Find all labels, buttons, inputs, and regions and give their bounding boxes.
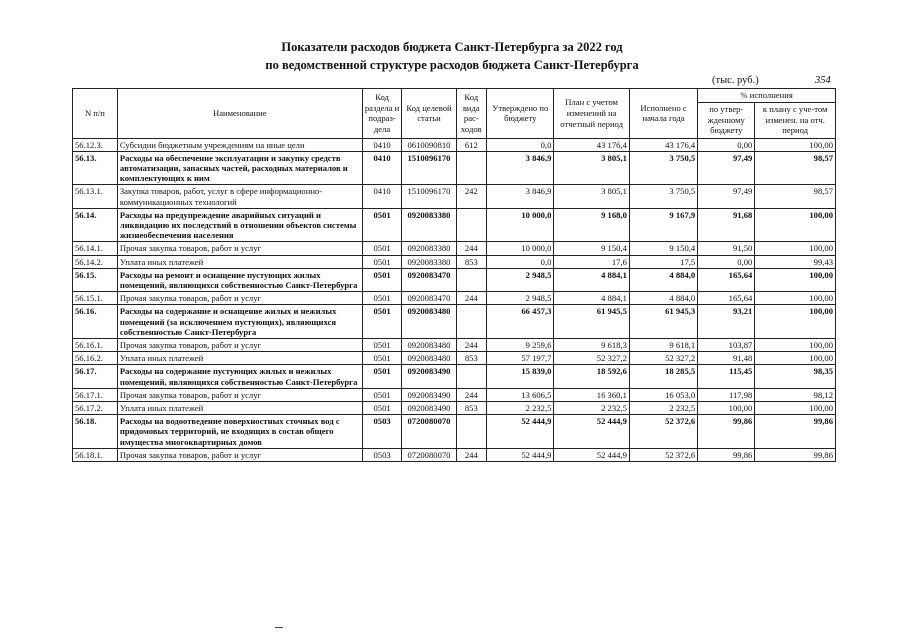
cell-name: Прочая закупка товаров, работ и услуг bbox=[117, 448, 362, 461]
cell-isp: 4 884,0 bbox=[629, 292, 697, 305]
cell-p1: 93,21 bbox=[698, 305, 755, 339]
header-name: Наименование bbox=[117, 89, 362, 139]
cell-razdel: 0501 bbox=[362, 365, 402, 388]
cell-utv: 10 000,0 bbox=[487, 242, 554, 255]
cell-p2: 100,00 bbox=[755, 268, 836, 291]
cell-vid: 244 bbox=[456, 388, 487, 401]
cell-razdel: 0501 bbox=[362, 208, 402, 242]
cell-p1: 117,98 bbox=[698, 388, 755, 401]
cell-plan: 3 805,1 bbox=[554, 151, 629, 185]
cell-p2: 100,00 bbox=[755, 352, 836, 365]
cell-plan: 9 618,3 bbox=[554, 339, 629, 352]
cell-vid: 244 bbox=[456, 339, 487, 352]
cell-razdel: 0501 bbox=[362, 388, 402, 401]
cell-name: Прочая закупка товаров, работ и услуг bbox=[117, 242, 362, 255]
cell-p2: 100,00 bbox=[755, 305, 836, 339]
cell-name: Прочая закупка товаров, работ и услуг bbox=[117, 388, 362, 401]
cell-isp: 4 884,0 bbox=[629, 268, 697, 291]
cell-num: 56.18. bbox=[73, 415, 118, 449]
cell-plan: 52 444,9 bbox=[554, 415, 629, 449]
cell-num: 56.17.2. bbox=[73, 402, 118, 415]
cell-isp: 52 327,2 bbox=[629, 352, 697, 365]
cell-isp: 9 150,4 bbox=[629, 242, 697, 255]
cell-num: 56.16.2. bbox=[73, 352, 118, 365]
cell-razdel: 0501 bbox=[362, 402, 402, 415]
cell-vid bbox=[456, 151, 487, 185]
cell-plan: 18 592,6 bbox=[554, 365, 629, 388]
cell-p1: 97,49 bbox=[698, 151, 755, 185]
cell-isp: 9 167,9 bbox=[629, 208, 697, 242]
table-row bbox=[73, 339, 836, 352]
cell-razdel: 0501 bbox=[362, 339, 402, 352]
cell-vid: 244 bbox=[456, 242, 487, 255]
cell-vid: 612 bbox=[456, 138, 487, 151]
cell-vid: 242 bbox=[456, 185, 487, 208]
cell-p2: 100,00 bbox=[755, 292, 836, 305]
cell-p2: 100,00 bbox=[755, 402, 836, 415]
cell-p1: 103,87 bbox=[698, 339, 755, 352]
cell-vid: 244 bbox=[456, 292, 487, 305]
cell-vid bbox=[456, 415, 487, 449]
cell-isp: 43 176,4 bbox=[629, 138, 697, 151]
cell-num: 56.13.1. bbox=[73, 185, 118, 208]
table-row bbox=[73, 352, 836, 365]
cell-statya: 1510096170 bbox=[402, 151, 456, 185]
cell-plan: 9 150,4 bbox=[554, 242, 629, 255]
cell-utv: 13 606,5 bbox=[487, 388, 554, 401]
cell-isp: 3 750,5 bbox=[629, 185, 697, 208]
cell-name: Закупка товаров, работ, услуг в сфере информационно-коммуникационных технологий bbox=[117, 185, 362, 208]
cell-plan: 61 945,5 bbox=[554, 305, 629, 339]
cell-plan: 52 444,9 bbox=[554, 448, 629, 461]
header-statya: Код целевой статьи bbox=[402, 89, 456, 139]
cell-statya: 0920083380 bbox=[402, 255, 456, 268]
cell-vid bbox=[456, 268, 487, 291]
cell-razdel: 0503 bbox=[362, 448, 402, 461]
cell-num: 56.16.1. bbox=[73, 339, 118, 352]
header-percent-group: % исполнения bbox=[698, 89, 836, 103]
table-row bbox=[73, 255, 836, 268]
cell-p2: 98,57 bbox=[755, 185, 836, 208]
cell-utv: 52 444,9 bbox=[487, 448, 554, 461]
cell-vid: 853 bbox=[456, 255, 487, 268]
cell-p2: 100,00 bbox=[755, 208, 836, 242]
header-num: N п/п bbox=[73, 89, 118, 139]
header-vid: Код вида рас-ходов bbox=[456, 89, 487, 139]
cell-plan: 4 884,1 bbox=[554, 292, 629, 305]
cell-razdel: 0501 bbox=[362, 268, 402, 291]
cell-num: 56.17.1. bbox=[73, 388, 118, 401]
cell-p2: 98,35 bbox=[755, 365, 836, 388]
cell-isp: 16 053,0 bbox=[629, 388, 697, 401]
cell-num: 56.13. bbox=[73, 151, 118, 185]
cell-utv: 9 259,6 bbox=[487, 339, 554, 352]
cell-num: 56.14.2. bbox=[73, 255, 118, 268]
cell-isp: 3 750,5 bbox=[629, 151, 697, 185]
cell-statya: 0920083470 bbox=[402, 292, 456, 305]
table-row bbox=[73, 151, 836, 185]
cell-p1: 99,86 bbox=[698, 448, 755, 461]
cell-p2: 98,57 bbox=[755, 151, 836, 185]
cell-utv: 3 846,9 bbox=[487, 151, 554, 185]
cell-razdel: 0501 bbox=[362, 292, 402, 305]
cell-p1: 91,48 bbox=[698, 352, 755, 365]
cell-name: Расходы на содержание пустующих жилых и нежилых помещений, являющихся собственностью Санкт-Петербурга bbox=[117, 365, 362, 388]
cell-razdel: 0501 bbox=[362, 305, 402, 339]
cell-statya: 0920083380 bbox=[402, 242, 456, 255]
cell-statya: 0720080070 bbox=[402, 415, 456, 449]
cell-isp: 61 945,3 bbox=[629, 305, 697, 339]
cell-name: Уплата иных платежей bbox=[117, 255, 362, 268]
table-row bbox=[73, 365, 836, 388]
table-row bbox=[73, 292, 836, 305]
header-percent-approved: по утвер-жденному бюджету bbox=[698, 102, 755, 138]
cell-razdel: 0501 bbox=[362, 255, 402, 268]
table-row bbox=[73, 402, 836, 415]
cell-utv: 57 197,7 bbox=[487, 352, 554, 365]
budget-table bbox=[72, 88, 836, 462]
cell-isp: 9 618,1 bbox=[629, 339, 697, 352]
cell-name: Расходы на содержание и оснащение жилых и нежилых помещений (за исключением пустующих), являющихся собственностью Санкт-Петербурга bbox=[117, 305, 362, 339]
cell-name: Расходы на ремонт и оснащение пустующих жилых помещений, являющихся собственностью Санкт-Петербурга bbox=[117, 268, 362, 291]
cell-p1: 97,49 bbox=[698, 185, 755, 208]
cell-plan: 52 327,2 bbox=[554, 352, 629, 365]
cell-utv: 0,0 bbox=[487, 255, 554, 268]
cell-utv: 0,0 bbox=[487, 138, 554, 151]
footer-mark bbox=[275, 627, 283, 628]
cell-p2: 100,00 bbox=[755, 339, 836, 352]
cell-vid: 853 bbox=[456, 352, 487, 365]
table-row bbox=[73, 268, 836, 291]
cell-p1: 99,86 bbox=[698, 415, 755, 449]
cell-p1: 165,64 bbox=[698, 292, 755, 305]
cell-p1: 91,50 bbox=[698, 242, 755, 255]
cell-name: Субсидии бюджетным учреждениям на иные цели bbox=[117, 138, 362, 151]
cell-statya: 0920083490 bbox=[402, 365, 456, 388]
cell-p2: 100,00 bbox=[755, 242, 836, 255]
cell-name: Прочая закупка товаров, работ и услуг bbox=[117, 292, 362, 305]
cell-utv: 2 232,5 bbox=[487, 402, 554, 415]
cell-utv: 3 846,9 bbox=[487, 185, 554, 208]
cell-p1: 0,00 bbox=[698, 255, 755, 268]
header-razdel: Код раздела и подраз-дела bbox=[362, 89, 402, 139]
table-row bbox=[73, 138, 836, 151]
table-row bbox=[73, 305, 836, 339]
table-row bbox=[73, 242, 836, 255]
cell-p2: 100,00 bbox=[755, 138, 836, 151]
table-row bbox=[73, 208, 836, 242]
cell-vid bbox=[456, 208, 487, 242]
cell-vid bbox=[456, 305, 487, 339]
cell-utv: 2 948,5 bbox=[487, 268, 554, 291]
cell-statya: 0920083380 bbox=[402, 208, 456, 242]
cell-isp: 2 232,5 bbox=[629, 402, 697, 415]
cell-statya: 0920083470 bbox=[402, 268, 456, 291]
cell-plan: 3 805,1 bbox=[554, 185, 629, 208]
cell-statya: 0920083490 bbox=[402, 388, 456, 401]
cell-utv: 66 457,3 bbox=[487, 305, 554, 339]
cell-num: 56.14.1. bbox=[73, 242, 118, 255]
cell-num: 56.12.3. bbox=[73, 138, 118, 151]
cell-plan: 16 360,1 bbox=[554, 388, 629, 401]
cell-plan: 43 176,4 bbox=[554, 138, 629, 151]
cell-num: 56.18.1. bbox=[73, 448, 118, 461]
cell-p1: 0,00 bbox=[698, 138, 755, 151]
cell-isp: 18 285,5 bbox=[629, 365, 697, 388]
page-number: 354 bbox=[815, 75, 831, 86]
cell-razdel: 0410 bbox=[362, 138, 402, 151]
cell-statya: 0720080070 bbox=[402, 448, 456, 461]
cell-isp: 52 372,6 bbox=[629, 415, 697, 449]
cell-plan: 4 884,1 bbox=[554, 268, 629, 291]
units-label: (тыс. руб.) bbox=[712, 75, 759, 86]
header-executed: Исполнено с начала года bbox=[629, 89, 697, 139]
cell-statya: 0920083480 bbox=[402, 352, 456, 365]
cell-name: Уплата иных платежей bbox=[117, 402, 362, 415]
table-row bbox=[73, 448, 836, 461]
cell-statya: 0920083480 bbox=[402, 305, 456, 339]
table-row bbox=[73, 415, 836, 449]
header-approved: Утверждено по бюджету bbox=[487, 89, 554, 139]
cell-razdel: 0410 bbox=[362, 151, 402, 185]
report-title-line-1: Показатели расходов бюджета Санкт-Петербурга за 2022 год bbox=[281, 40, 623, 54]
cell-p1: 100,00 bbox=[698, 402, 755, 415]
cell-num: 56.15.1. bbox=[73, 292, 118, 305]
cell-vid: 853 bbox=[456, 402, 487, 415]
cell-name: Расходы на предупреждение аварийных ситуаций и ликвидацию их последствий в отношении объектов системы жизнеобеспечения населения bbox=[117, 208, 362, 242]
cell-name: Уплата иных платежей bbox=[117, 352, 362, 365]
cell-name: Расходы на водоотведение поверхностных сточных вод с придомовых территорий, не входящих в состав общего имущества многоквартирных домов bbox=[117, 415, 362, 449]
cell-statya: 0920083490 bbox=[402, 402, 456, 415]
cell-p1: 165,64 bbox=[698, 268, 755, 291]
cell-razdel: 0503 bbox=[362, 415, 402, 449]
cell-plan: 17,6 bbox=[554, 255, 629, 268]
cell-num: 56.16. bbox=[73, 305, 118, 339]
cell-p1: 91,68 bbox=[698, 208, 755, 242]
cell-utv: 10 000,0 bbox=[487, 208, 554, 242]
cell-vid bbox=[456, 365, 487, 388]
cell-p1: 115,45 bbox=[698, 365, 755, 388]
cell-name: Прочая закупка товаров, работ и услуг bbox=[117, 339, 362, 352]
cell-razdel: 0410 bbox=[362, 185, 402, 208]
cell-num: 56.17. bbox=[73, 365, 118, 388]
cell-utv: 2 948,5 bbox=[487, 292, 554, 305]
cell-num: 56.15. bbox=[73, 268, 118, 291]
cell-p2: 99,43 bbox=[755, 255, 836, 268]
cell-razdel: 0501 bbox=[362, 242, 402, 255]
cell-p2: 98,12 bbox=[755, 388, 836, 401]
cell-isp: 52 372,6 bbox=[629, 448, 697, 461]
cell-num: 56.14. bbox=[73, 208, 118, 242]
report-title-line-2: по ведомственной структуре расходов бюджета Санкт-Петербурга bbox=[265, 58, 639, 72]
cell-p2: 99,86 bbox=[755, 448, 836, 461]
table-row bbox=[73, 388, 836, 401]
cell-statya: 1510096170 bbox=[402, 185, 456, 208]
cell-statya: 0610090810 bbox=[402, 138, 456, 151]
header-percent-plan: к плану с уче-том изменен. на отч. период bbox=[755, 102, 836, 138]
header-plan: План с учетом изменений на отчетный период bbox=[554, 89, 629, 139]
cell-utv: 15 839,0 bbox=[487, 365, 554, 388]
cell-isp: 17,5 bbox=[629, 255, 697, 268]
cell-name: Расходы на обеспечение эксплуатации и закупку средств автоматизации, запасных частей, расходных материалов и комплектующих к ним bbox=[117, 151, 362, 185]
cell-utv: 52 444,9 bbox=[487, 415, 554, 449]
cell-plan: 2 232,5 bbox=[554, 402, 629, 415]
cell-statya: 0920083480 bbox=[402, 339, 456, 352]
table-row bbox=[73, 185, 836, 208]
cell-razdel: 0501 bbox=[362, 352, 402, 365]
cell-vid: 244 bbox=[456, 448, 487, 461]
cell-plan: 9 168,0 bbox=[554, 208, 629, 242]
cell-p2: 99,86 bbox=[755, 415, 836, 449]
